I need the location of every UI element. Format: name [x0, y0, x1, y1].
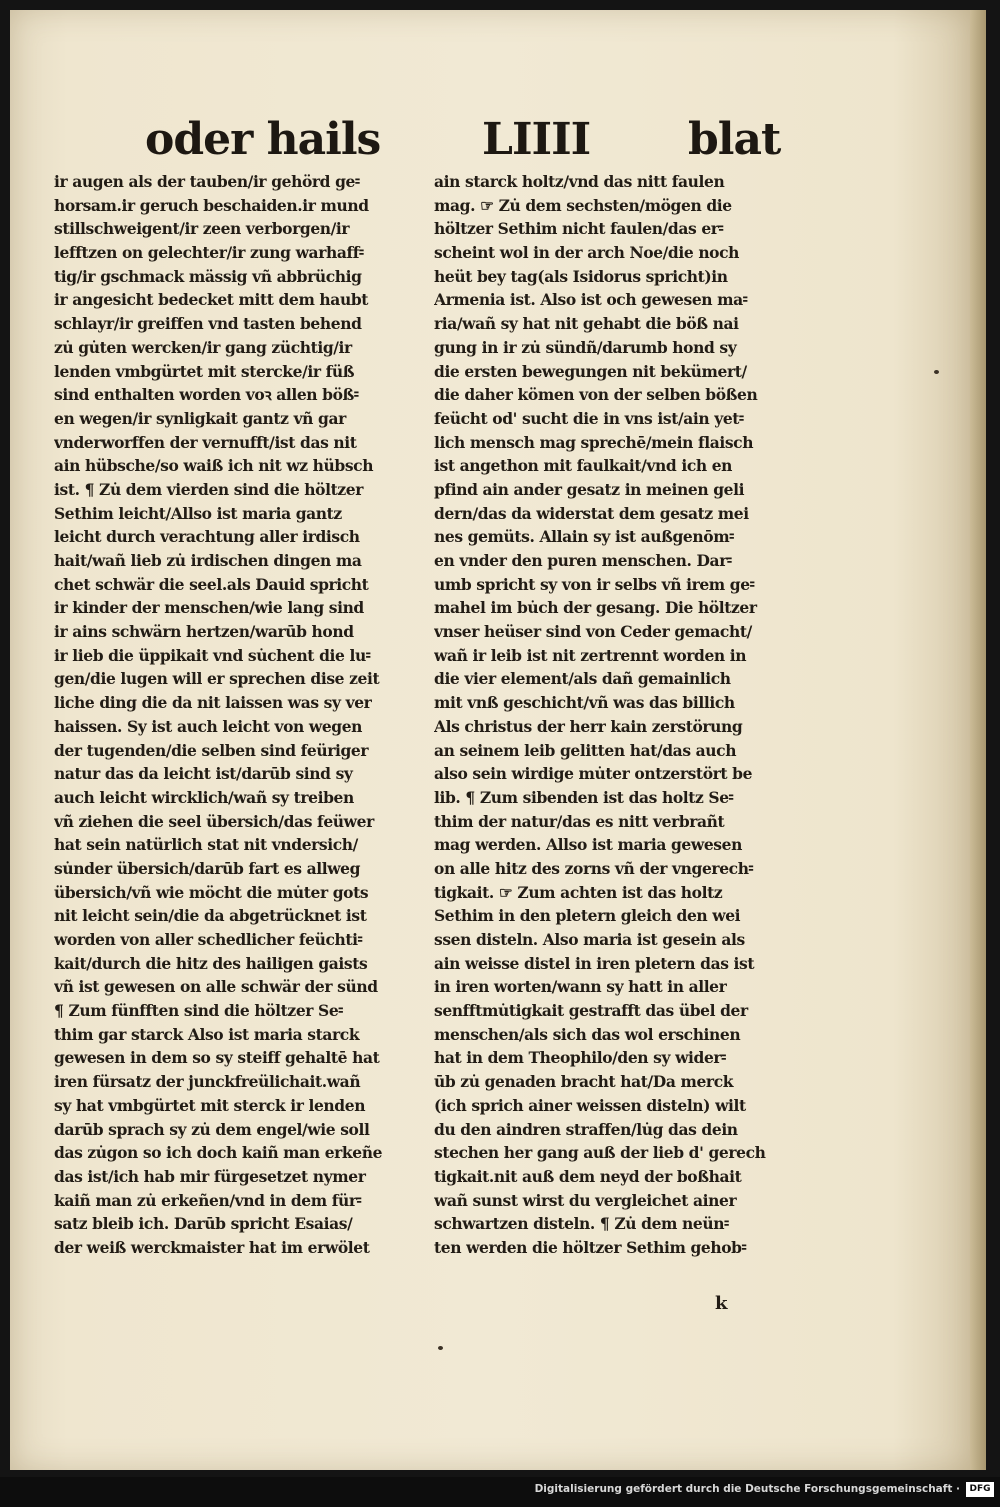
text-line: tig/ir gschmack mässig vñ abbrüchig [54, 266, 362, 286]
text-line: liche ding die da nit laissen was sy ver [54, 693, 372, 713]
text-line: der tugenden/die selben sind feüriger [54, 740, 369, 760]
text-line: vñ ist gewesen on alle schwär der sünd [54, 977, 378, 997]
text-line: heüt bey tag(als Isidorus spricht)in [434, 266, 728, 286]
text-line: pfind ain ander gesatz in meinen geli [434, 479, 745, 499]
text-line: ir augen als der tauben/ir gehörd ge⹀ [54, 172, 360, 191]
text-line: horsam.ir geruch beschaiden.ir mund [54, 195, 369, 215]
dfg-logo: DFG [966, 1482, 994, 1497]
text-line: auch leicht wircklich/wañ sy treiben [54, 787, 354, 807]
text-line: sind enthalten worden voꝛ allen böß⹀ [54, 385, 359, 405]
text-line: hat in dem Theophilo/den sy wider⹀ [434, 1048, 726, 1068]
text-line: en vnder den puren menschen. Dar⹀ [434, 551, 732, 570]
text-line: ir lieb die üppikait vnd su̇chent die lu⹀ [54, 645, 371, 665]
text-line: nes gemüts. Allain sy ist außgenōm⹀ [434, 527, 734, 547]
text-line: vnderworffen der vernufft/ist das nit [54, 432, 357, 452]
book-page [10, 10, 970, 1470]
text-line: hat sein natürlich stat nit vndersich/ [54, 835, 358, 855]
text-line: wañ sunst wirst du vergleichet ainer [434, 1190, 737, 1210]
text-line: stillschweigent/ir zeen verborgen/ir [54, 219, 350, 239]
text-line: schlayr/ir greiffen vnd tasten behend [54, 314, 362, 334]
text-line: Als christus der herr kain zerstörung [434, 716, 743, 736]
text-line: thim gar starck Also ist maria starck [54, 1024, 360, 1044]
text-line: natur das da leicht ist/darūb sind sy [54, 764, 353, 784]
text-line: vnser heüser sind von Ceder gemacht/ [434, 622, 752, 642]
text-line: umb spricht sy von ir selbs vñ irem ge⹀ [434, 574, 755, 594]
text-line: die ersten bewegungen nit bekümert/ [434, 361, 747, 381]
text-line: ¶ Zum fünfften sind die höltzer Se⹀ [54, 1001, 343, 1021]
text-line: worden von aller schedlicher feüchti⹀ [54, 930, 363, 949]
text-line: satz bleib ich. Darūb spricht Esaias/ [54, 1214, 353, 1234]
text-line: leicht durch verachtung aller irdisch [54, 527, 360, 547]
text-line: tigkait.nit auß dem neyd der boßhait [434, 1166, 742, 1186]
text-line: ria/wañ sy hat nit gehabt die böß nai [434, 314, 739, 334]
text-line: stechen her gang auß der lieb d' gerech [434, 1143, 766, 1163]
text-line: lefftzen on gelechter/ir zung warhaff⹀ [54, 243, 364, 263]
catchword: k [715, 1293, 728, 1314]
text-line: also sein wirdige mu̇ter ontzerstört be [434, 764, 753, 784]
text-line: gewesen in dem so sy steiff gehaltē hat [54, 1048, 380, 1068]
text-line: (ich sprich ainer weissen disteln) wilt [434, 1095, 746, 1115]
text-line: iren fürsatz der junckfreülichait.wañ [54, 1072, 361, 1092]
text-line: senfftmu̇tigkait gestrafft das übel der [434, 1001, 748, 1021]
text-line: kaiñ man zu̇ erkeñen/vnd in dem für⹀ [54, 1190, 362, 1210]
ink-speck [934, 370, 939, 374]
text-line: zu̇ gu̇ten wercken/ir gang züchtig/ir [54, 337, 352, 357]
text-line: menschen/als sich das wol erschinen [434, 1024, 741, 1044]
text-line: kait/durch die hitz des hailigen gaists [54, 953, 368, 973]
text-line: sy hat vmbgürtet mit sterck ir lenden [54, 1095, 366, 1115]
text-line: lenden vmbgürtet mit stercke/ir füß [54, 361, 355, 381]
text-line: vñ ziehen die seel übersich/das feüwer [54, 811, 374, 831]
right-text-column [434, 170, 794, 1320]
text-line: ir angesicht bedecket mitt dem haubt [54, 290, 369, 310]
text-line: tigkait. ☞ Zum achten ist das holtz [434, 882, 723, 902]
text-line: hait/wañ lieb zu̇ irdischen dingen ma [54, 551, 362, 570]
text-line: mag werden. Allso ist maria gewesen [434, 835, 742, 855]
text-line: feücht od' sucht die in vns ist/ain yet⹀ [434, 408, 744, 428]
text-line: die vier element/als dañ gemainlich [434, 669, 731, 689]
text-line: mit vnß geschicht/vñ was das billich [434, 693, 735, 713]
text-line: ūb zu̇ genaden bracht hat/Da merck [434, 1072, 734, 1092]
text-line: gung in ir zu̇ sündñ/darumb hond sy [434, 337, 737, 357]
text-line: gen/die lugen will er sprechen dise zeit [54, 669, 380, 689]
text-line: Sethim leicht/Allso ist maria gantz [54, 503, 342, 523]
page-edge [968, 10, 986, 1470]
text-line: lib. ¶ Zum sibenden ist das holtz Se⹀ [434, 787, 734, 807]
text-line: das zu̇gon so ich doch kaiñ man erkeñe [54, 1143, 383, 1163]
text-line: ir kinder der menschen/wie lang sind [54, 598, 364, 618]
text-line: dern/das da widerstat dem gesatz mei [434, 503, 749, 523]
text-line: su̇nder übersich/darūb fart es allweg [54, 858, 361, 878]
text-line: in iren worten/wann sy hatt in aller [434, 977, 727, 997]
text-line: übersich/vñ wie möcht die mu̇ter gots [54, 882, 369, 902]
text-line: chet schwär die seel.als Dauid spricht [54, 574, 369, 594]
text-line: der weiß werckmaister hat im erwölet [54, 1237, 370, 1257]
text-line: ain starck holtz/vnd das nitt faulen [434, 172, 725, 191]
text-line: ten werden die höltzer Sethim gehob⹀ [434, 1237, 747, 1257]
text-line: ain weisse distel in iren pletern das ist [434, 953, 755, 973]
text-line: die daher kömen von der selben bößen [434, 385, 758, 405]
text-line: ist. ¶ Zu̇ dem vierden sind die höltzer [54, 479, 363, 499]
text-line: Armenia ist. Also ist och gewesen ma⹀ [434, 290, 748, 310]
text-line: en wegen/ir synligkait gantz vñ gar [54, 408, 346, 428]
header-right-text: blat [688, 114, 781, 165]
text-line: nit leicht sein/die da abgetrücknet ist [54, 906, 367, 926]
text-line: ain hübsche/so waiß ich nit wz hübsch [54, 456, 374, 476]
text-line: mahel im bu̇ch der gesang. Die höltzer [434, 598, 757, 618]
text-line: haissen. Sy ist auch leicht von wegen [54, 716, 363, 736]
header-left-text: oder hails [145, 114, 381, 165]
footer-bar [0, 1477, 1000, 1507]
text-line: Sethim in den pletern gleich den wei [434, 906, 741, 926]
text-line: an seinem leib gelitten hat/das auch [434, 740, 737, 760]
text-line: lich mensch mag sprechē/mein flaisch [434, 432, 754, 452]
text-line: ir ains schwärn hertzen/warūb hond [54, 622, 354, 642]
text-line: das ist/ich hab mir fürgesetzet nymer [54, 1166, 366, 1186]
text-line: thim der natur/das es nitt verbrañt [434, 811, 725, 831]
text-line: darūb sprach sy zu̇ dem engel/wie soll [54, 1119, 370, 1139]
text-line: schwartzen disteln. ¶ Zu̇ dem neün⹀ [434, 1214, 729, 1234]
text-line: ist angethon mit faulkait/vnd ich en [434, 456, 733, 476]
text-line: ssen disteln. Also maria ist gesein als [434, 930, 745, 949]
ink-speck [438, 1346, 443, 1350]
text-line: on alle hitz des zorns vñ der vngerech⹀ [434, 858, 754, 878]
text-line: mag. ☞ Zu̇ dem sechsten/mögen die [434, 195, 732, 215]
text-line: höltzer Sethim nicht faulen/das er⹀ [434, 219, 724, 239]
text-line: scheint wol in der arch Noe/die noch [434, 243, 740, 263]
left-text-column [54, 170, 414, 1320]
folio-number: LIIII [482, 114, 591, 165]
text-line: du den aindren straffen/lu̇g das dein [434, 1119, 738, 1139]
footer-credit: Digitalisierung gefördert durch die Deutsche Forschungsgemeinschaft · [534, 1483, 960, 1495]
text-line: wañ ir leib ist nit zertrennt worden in [434, 645, 747, 665]
